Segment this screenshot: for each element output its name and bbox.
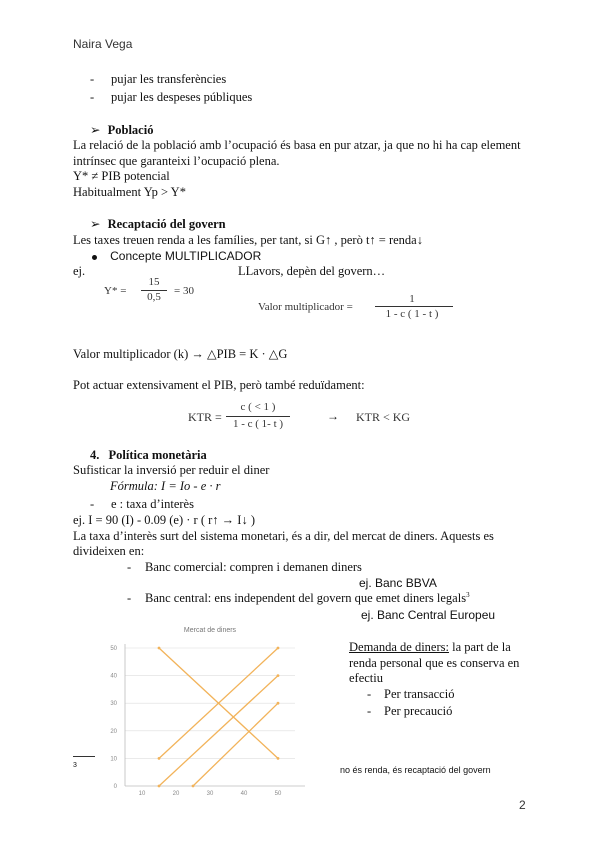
fraction-bar — [226, 416, 290, 417]
bank-example: ej. Banc BBVA — [359, 576, 437, 590]
arrow-bullet-icon: ➢ — [90, 123, 101, 137]
paragraph-line: divideixen en: — [73, 544, 145, 558]
paragraph-line: renda personal que es conserva en — [349, 656, 520, 670]
x-tick-label: 30 — [206, 791, 214, 797]
equation-denominator: 0,5 — [147, 291, 161, 303]
formula-line: Fórmula: I = Io - e · r — [110, 479, 221, 493]
section-title: Població — [107, 123, 154, 137]
demanda-text: la part de la — [448, 640, 511, 654]
ej-label: ej. — [73, 264, 86, 278]
paragraph-line: ej. I = 90 (I) - 0.09 (e) · r ( r↑ → I↓ ) — [73, 513, 255, 527]
y-tick-label: 30 — [110, 701, 117, 708]
equation-denominator: 1 - c ( 1 - t ) — [385, 308, 439, 320]
list-text: pujar les transferències — [111, 72, 227, 86]
bank-text: Banc central: ens independent del govern que emet diners legals$^3$ — [145, 591, 470, 606]
paragraph-line: La relació de la població amb l’ocupació és basa en pur atzar, ja que no hi ha cap element — [73, 138, 521, 152]
bank-item — [127, 591, 470, 606]
bank-example: ej. Banc Central Europeu — [361, 608, 496, 622]
bullet-text: Concepte MULTIPLICADOR — [110, 249, 262, 263]
multiplier-line: Valor multiplicador (k) → △PIB = K · △G — [73, 347, 288, 361]
equation-lhs: Valor multiplicador = — [258, 301, 353, 313]
bullet-dot-icon — [92, 255, 97, 260]
paragraph-line: Les taxes treuen renda a les famílies, per tant, si G↑ , però t↑ = renda↓ — [73, 233, 423, 247]
data-point — [277, 757, 280, 760]
page-number: 2 — [519, 798, 526, 812]
y-tick-label: 0 — [113, 784, 117, 790]
equation-numerator: c ( < 1 ) — [240, 401, 276, 413]
x-tick-label: 10 — [138, 791, 146, 797]
data-point — [158, 757, 161, 760]
list-dash: - — [90, 90, 95, 104]
data-point — [277, 702, 280, 705]
list-dash: - — [90, 497, 95, 511]
section-number: 4. — [90, 448, 100, 462]
list-item — [90, 90, 253, 105]
x-tick-label: 40 — [240, 791, 248, 797]
list-dash: - — [127, 560, 132, 574]
arrow-bullet-icon: ➢ — [90, 217, 101, 231]
footnote-rule — [73, 756, 95, 757]
paragraph-line: intrínsec que garanteixi l’ocupació plena. — [73, 154, 280, 168]
list-item — [367, 687, 455, 702]
arrow-icon: → — [327, 409, 339, 423]
demanda-title-line — [349, 640, 511, 655]
demanda-title: Demanda de diners: — [349, 640, 449, 654]
bank-text: Banc comercial: compren i demanen diners — [145, 560, 362, 574]
list-dash: - — [367, 704, 372, 718]
list-dash: - — [127, 591, 132, 605]
list-dash: - — [367, 687, 372, 701]
paragraph-line: La taxa d’interès surt del sistema monetari, és a dir, del mercat de diners. Aquests es — [73, 529, 494, 543]
equation-rhs: KTR < KG — [356, 410, 411, 424]
equation-denominator: 1 - c ( 1- t ) — [232, 418, 284, 430]
data-point — [158, 647, 161, 650]
data-point — [192, 785, 195, 788]
equation-lhs: Y* = — [104, 285, 127, 297]
paragraph-line: efectiu — [349, 671, 384, 685]
list-text: pujar les despeses públiques — [111, 90, 253, 104]
section-heading-recaptacio — [90, 216, 226, 232]
y-tick-label: 20 — [110, 728, 117, 735]
llavors-text: LLavors, depèn del govern… — [238, 264, 386, 278]
equation-numerator: 15 — [148, 276, 160, 288]
list-dash: - — [90, 72, 95, 86]
x-tick-label: 50 — [274, 791, 282, 797]
equation-rhs: = 30 — [174, 285, 194, 297]
footnote-text: no és renda, és recaptació del govern — [340, 765, 491, 775]
bullet-item — [92, 249, 261, 264]
paragraph-line: Sufisticar la inversió per reduir el diner — [73, 463, 270, 477]
list-item — [90, 497, 194, 512]
header-author: Naira Vega — [73, 37, 133, 51]
y-tick-label: 10 — [110, 756, 117, 763]
section-title: Recaptació del govern — [107, 217, 226, 231]
equation-lhs: KTR = — [188, 410, 222, 424]
fraction-bar — [375, 306, 453, 307]
list-text: Per precaució — [384, 704, 453, 718]
list-item — [367, 704, 453, 719]
section-heading-poblacio — [90, 122, 153, 138]
y-tick-label: 40 — [110, 673, 117, 680]
paragraph-line: Y* ≠ PIB potencial — [73, 169, 170, 183]
bank-item — [127, 560, 362, 575]
list-text: Per transacció — [384, 687, 455, 701]
equation-numerator: 1 — [409, 293, 415, 305]
section-heading-monetaria — [90, 448, 207, 463]
chart-title: Mercat de diners — [183, 627, 237, 634]
paragraph-line: Habitualment Yp > Y* — [73, 185, 186, 199]
data-point — [158, 785, 161, 788]
list-text: e : taxa d’interès — [111, 497, 194, 511]
paragraph-line: Pot actuar extensivament el PIB, però també reduïdament: — [73, 378, 365, 392]
data-point — [277, 647, 280, 650]
data-point — [277, 674, 280, 677]
footnote-number: 3 — [73, 762, 77, 769]
footnote-ref: 3 — [466, 591, 470, 599]
y-tick-label: 50 — [110, 646, 117, 652]
list-item — [90, 72, 227, 87]
x-tick-label: 20 — [172, 791, 180, 797]
money-market-chart — [95, 622, 335, 802]
section-title: Política monetària — [108, 448, 207, 462]
